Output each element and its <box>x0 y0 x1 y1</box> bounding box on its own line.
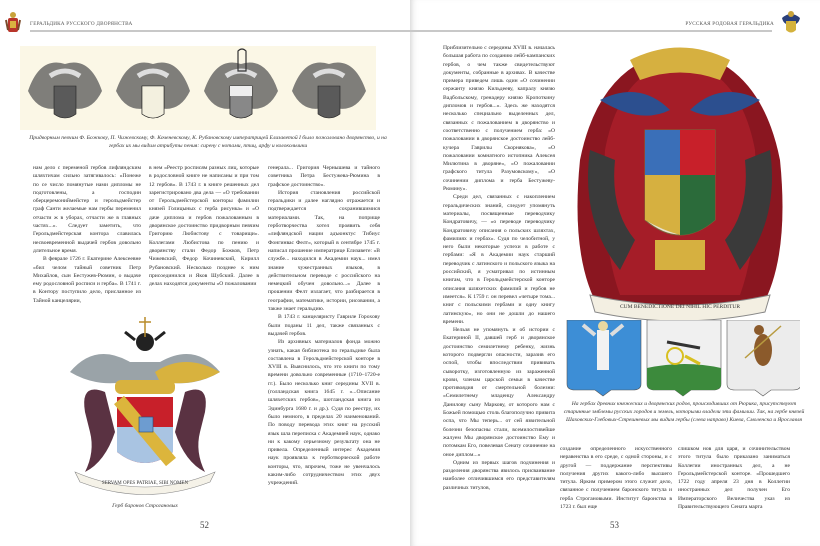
city-arms-figure <box>565 320 800 398</box>
paragraph: слишком нов для царя, и сочинительством этого титула было приказано заниматься Коллегии иностранных дел, а не Герольдмейстерской конторе. «Прошедшего 1722 году апреля 23 дня в Коллегии иностранных дел получен Его Императорского Величества указ из Правительствующего Сената марта <box>678 446 790 511</box>
text-column-3 <box>268 164 380 514</box>
text-column-1 <box>33 164 141 306</box>
yaroslavl-arms <box>727 320 800 396</box>
text-column-1 <box>443 44 555 514</box>
running-head: РУССКАЯ РОДОВАЯ ГЕРАЛЬДИКА <box>685 21 774 27</box>
crest-logo-icon <box>780 10 802 36</box>
motto-ribbon: SERVAM OPES PATRIAE, SIBI NOMEN <box>101 481 189 486</box>
crest-logo-icon <box>5 10 21 36</box>
paragraph: нам дело с переменой гербов лифляндским шляхтичам сильно затягивалось: «Понеже по се число помянутые нами дипломы не подготовлены, а господин оберцеремониймейстер и герольдмейстер граф Санти желаемые нам гербы переменил отчасти ж в уборах, отчасти же в главных частях...». Следует заметить, что Герольдмейстерская контора славилась несвоевременной выдачей гербов довольно длительное время. <box>33 165 141 254</box>
motto-ribbon: CUM BENEDICTIONE DEI NIHIL HIC PERDITUR <box>619 304 741 310</box>
page-number: 52 <box>200 520 209 530</box>
paragraph: генерала... Григория Чернышева и тайного советника Петра Бестужева-Рюмина в графское достоинство». <box>268 165 380 188</box>
four-coats-of-arms-figure <box>20 46 376 130</box>
paragraph: Среди дел, связанных с накоплением геральдических знаний, следует упомянуть материалы, посвященные переводчику Кондратовичу, — «о переводе переводчику Кондратовичу описания о польских шляхтах, фамилиях и гербах». Судя по челобитной, у него были некоторые успехи в работе с гербами: «Я в Академии наук старший переводчик с латинского и польского языка на российский, я усматривал по истинным книгам, что в Герольдмейстерской конторе описания шляхетских фамилий и гербов не имеется». К 1759 г. он перевел «четыре тома... книг с польскими гербами и одну книгу латинскую», но они не дошли до нашего времени. <box>443 194 555 325</box>
text-column-2 <box>149 164 259 306</box>
page-number: 53 <box>610 520 619 530</box>
smolensk-arms <box>647 320 721 396</box>
paragraph: создание определенного искусственного неравенства в его среде, с одной стороны, и с другой — поддержание перспективы получения других какого-либо высшего титула. Ярким примером этого служит дело, связанное с получением баронского титула и герба Строгановыми. Институт баронства в 1723 г. был еще <box>560 446 672 511</box>
header-rule <box>410 30 772 32</box>
top-figure-caption: Придворным певчим Ф. Божкову, П. Чижевскому, Ф. Коченевскому, К. Рубановскому императрицей Елизаветой I было пожаловано дворянство, и на гербах их мы видим атрибуты пения: сирену с нотами, птиц, арфу и колокольчики <box>29 135 387 150</box>
figure-caption: На гербах древних княжеских и дворянских родов, происходивших от Рюрика, присутствуют старинные эмблемы русских городов и земель, которыми владели эти фамилии. Так, на гербе князей Шаховских-Глебовых-Стрешневых мы видим гербы (слева направо) Киева, Смоленска и Ярославля <box>563 401 805 424</box>
text-column-3 <box>678 445 790 513</box>
text-column-2 <box>560 445 672 513</box>
stroganov-coat-of-arms-figure <box>45 312 245 497</box>
header-rule <box>30 30 410 32</box>
shakhovskoy-coat-of-arms-figure <box>560 40 800 330</box>
paragraph: Приблизительно с середины XVIII в. началась большая работа по созданию лейб-кампанских гербов, о чем также свидетельствуют документы, собранные в архивах. В качестве примера приведем лишь один «О сочинении сержанту князю Кильдееву, капралу князю Вадбольскому, гренадеру князю Кропоткину дипломов и гербов...». Здесь же находятся несколько специально выделенных дел, связанных с пожалованием в дворянство и соответственно с получением герба: «О пожаловании в дворянское достоинство лейб-кучера Гаврилы Скорнякова», «О пожаловании комнатного истопника Алексея Милютина в дворяне», «О пожаловании графского титула Разумовскому», «О сочинении диплома и герба Бестужеву-Рюмину». <box>443 45 555 193</box>
paragraph: В феврале 1726 г. Екатерине Алексеевне «бил челом тайный советник Петр Михайлов, сын Бестужев-Рюмин, о выдаче ему родословной росписи и герба». В 1741 г. в Контору поступило дело, присланное из Тайной канцелярии, <box>33 256 141 304</box>
paragraph: Из архивных материалов фонда можно узнать, какая библиотека по геральдике была составлена в Герольдмейстерской конторе в XVIII в. Выяснилось, что это книги по тому времени довольно современные (1710–1720-е гг.). Было несколько книг середины XVII в. (голландская книга 1645 г. «...Описание шляхетских гербов», шотландская книга из Эдинбурга 1680 г. и др.). Судя по реестру, их было немного, в пределах 20 наименований. По поводу перевода этих книг на русский язык шла переписка с Академией наук, однако ни к какому серьезному результату она не привела. Определенный интерес Академия наук проявляла к герботворческой работе конторы, что, впрочем, тоже не увенчалось каким-либо сотрудничеством этих двух учреждений. <box>268 339 380 487</box>
paragraph: Одним из первых шагов подчинения и разделения дворянства явилось присваивание наиболее отличившимся его представителям различных титулов, <box>443 459 555 491</box>
kiev-arms <box>567 320 641 396</box>
right-page <box>410 0 820 546</box>
bottom-figure-caption: Герб баронов Строгановых <box>112 503 178 509</box>
paragraph: В 1743 г. канцеляристу Гавриле Горохову были поданы 11 дел, также связанных с выдачей гербов. <box>268 314 380 337</box>
paragraph: История становления российской геральдики и далее наглядно отражается и подтверждается сохранившимися материалами. Так, на поприще герботворчества хотел проявить себя «лифляндской нации адъюнктус Тибиус Фонгинвас Фелт», который в сентябре 1745 г. написал прошение императрице Елизавете: «В службе... находился в Академии наук... имел знание чужестранных языков, в действительном переводе с российского на немецкий обучен довольно...» Далее в прошении Фелт излагает, что разбирается в географии, математике, истории, рисовании, а также знает геральдию. <box>268 189 380 313</box>
paragraph: в нем «Реестр росписям разных лиц, которые в родословной книге не написаны и при том 12 гербов». В 1743 г. в книге решенных дел зарегистрировано два дела — «О требовании от Герольдмейстерской конторы фамилии князей Голицыных с герба рисунка» и «О даче диплома и гербов пожалованным в дворянское достоинство придворным певчим Григорию Любистову с товарищи». Коллегами Любистова по пению и дворянству стали Федор Божков, Петр Чижевский, Федор Кочиневский, Кирилл Рубановский. Несколько позднее к ним присоединился и Яков Шубский. Далее в делах находятся документы «О пожаловании <box>149 165 259 288</box>
running-head: ГЕРАЛЬДИКА РУССКОГО ДВОРЯНСТВА <box>30 21 133 27</box>
paragraph: Нельзя не упомянуть и об истории с Екатериной II, давшей герб и дворянское достоинство семилетнему ребенку, жизнь которого подвергли опасности, заразив его оспой, чтобы впоследствии прививать сыворотку, изготовленную из зараженной крови, членам царской семьи в качестве противоядия от смертельной болезни: «Семилетнему младенцу Александру Данилову сыну Маркову, от которого нам с Божьей помощью столь благополучно привита оспа, что Мы теперь... от сей язвительной болезни безопасны стали, всемилостивейше жалуем Мы дворянское достоинство Ему и потомкам Его, повелевая Сенату сочинение на оное диплом...» <box>443 327 555 458</box>
